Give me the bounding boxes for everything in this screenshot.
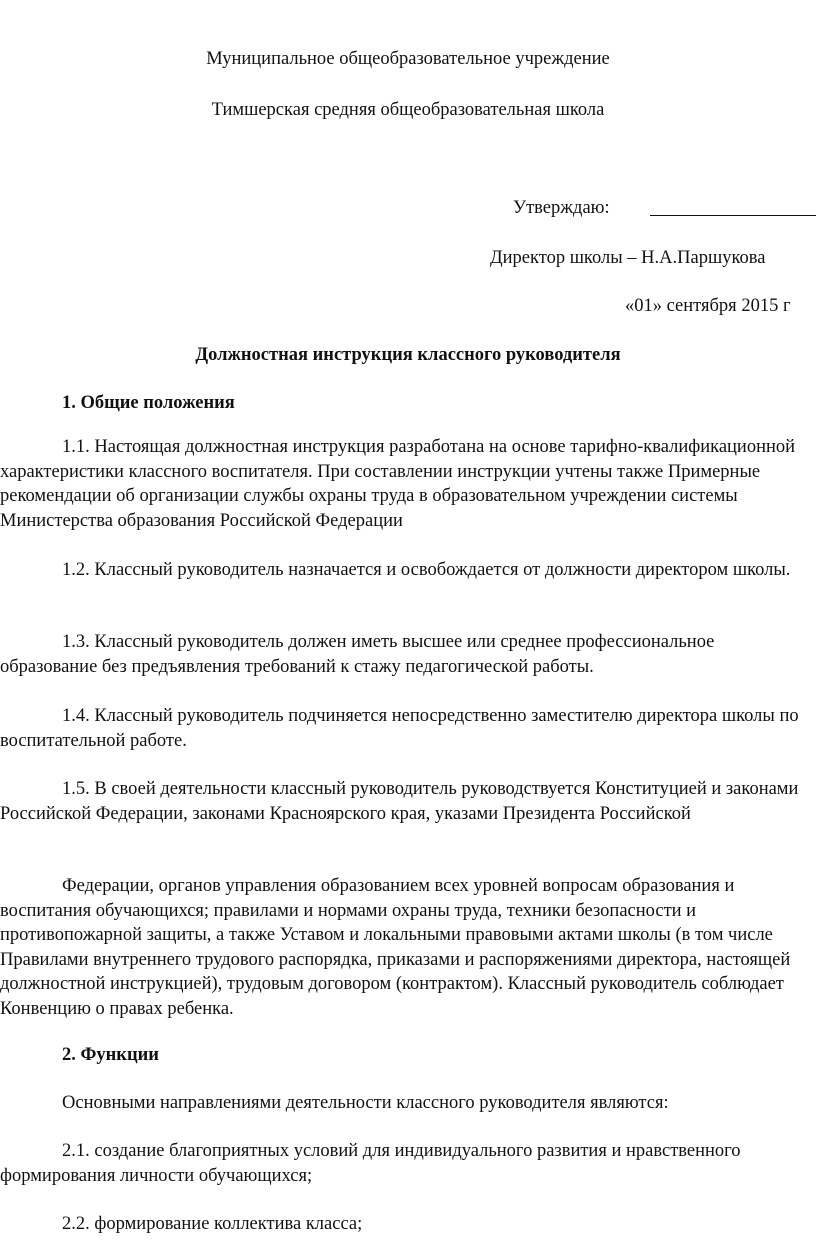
section-2-intro: Основными направлениями деятельности классного руководителя являются: bbox=[62, 1093, 669, 1113]
document-title: Должностная инструкция классного руководителя bbox=[195, 345, 621, 365]
approve-label: Утверждаю: bbox=[513, 198, 610, 218]
paragraph-1-4: 1.4. Классный руководитель подчиняется непосредственно заместителю директора школы по воспитательной работе. bbox=[0, 706, 799, 751]
paragraph-1-3: 1.3. Классный руководитель должен иметь высшее или среднее профессиональное образование без предъявления требований к стажу педагогической работы. bbox=[0, 632, 715, 677]
institution-name: Муниципальное общеобразовательное учреждение bbox=[206, 49, 610, 69]
paragraph-1-2: 1.2. Классный руководитель назначается и освобождается от должности директором школы. bbox=[62, 560, 791, 580]
director-signature: Директор школы – Н.А.Паршукова bbox=[490, 248, 766, 268]
paragraph-1-5: 1.5. В своей деятельности классный руководитель руководствуется Конституцией и законами Российской Федерации, законами Красноярского края, указами Президента Российской bbox=[0, 779, 799, 824]
approval-date: «01» сентября 2015 г bbox=[625, 296, 791, 316]
paragraph-1-5-continued: Федерации, органов управления образованием всех уровней вопросам образования и воспитания обучающихся; правилами и нормами охраны труда, техники безопасности и противопожарной защиты, а также Уставом и локальными правовыми актами школы (в том числе Правилами внутреннего трудового распорядка, приказами и распоряжениями директора, настоящей должностной инструкцией), трудовым договором (контрактом). Классный руководитель соблюдает Конвенцию о правах ребенка. bbox=[0, 876, 791, 1019]
section-1-heading: 1. Общие положения bbox=[62, 393, 235, 413]
signature-line bbox=[650, 215, 816, 216]
section-2-heading: 2. Функции bbox=[62, 1045, 159, 1065]
paragraph-2-1: 2.1. создание благоприятных условий для индивидуального развития и нравственного формирования личности обучающихся; bbox=[0, 1141, 741, 1186]
paragraph-1-1: 1.1. Настоящая должностная инструкция разработана на основе тарифно-квалификационной характеристики классного воспитателя. При составлении инструкции учтены также Примерные рекомендации об организации службы охраны труда в образовательном учреждении системы Министерства образования Российской Федерации bbox=[0, 437, 796, 531]
school-name: Тимшерская средняя общеобразовательная школа bbox=[211, 100, 605, 120]
paragraph-2-2: 2.2. формирование коллектива класса; bbox=[62, 1214, 363, 1234]
